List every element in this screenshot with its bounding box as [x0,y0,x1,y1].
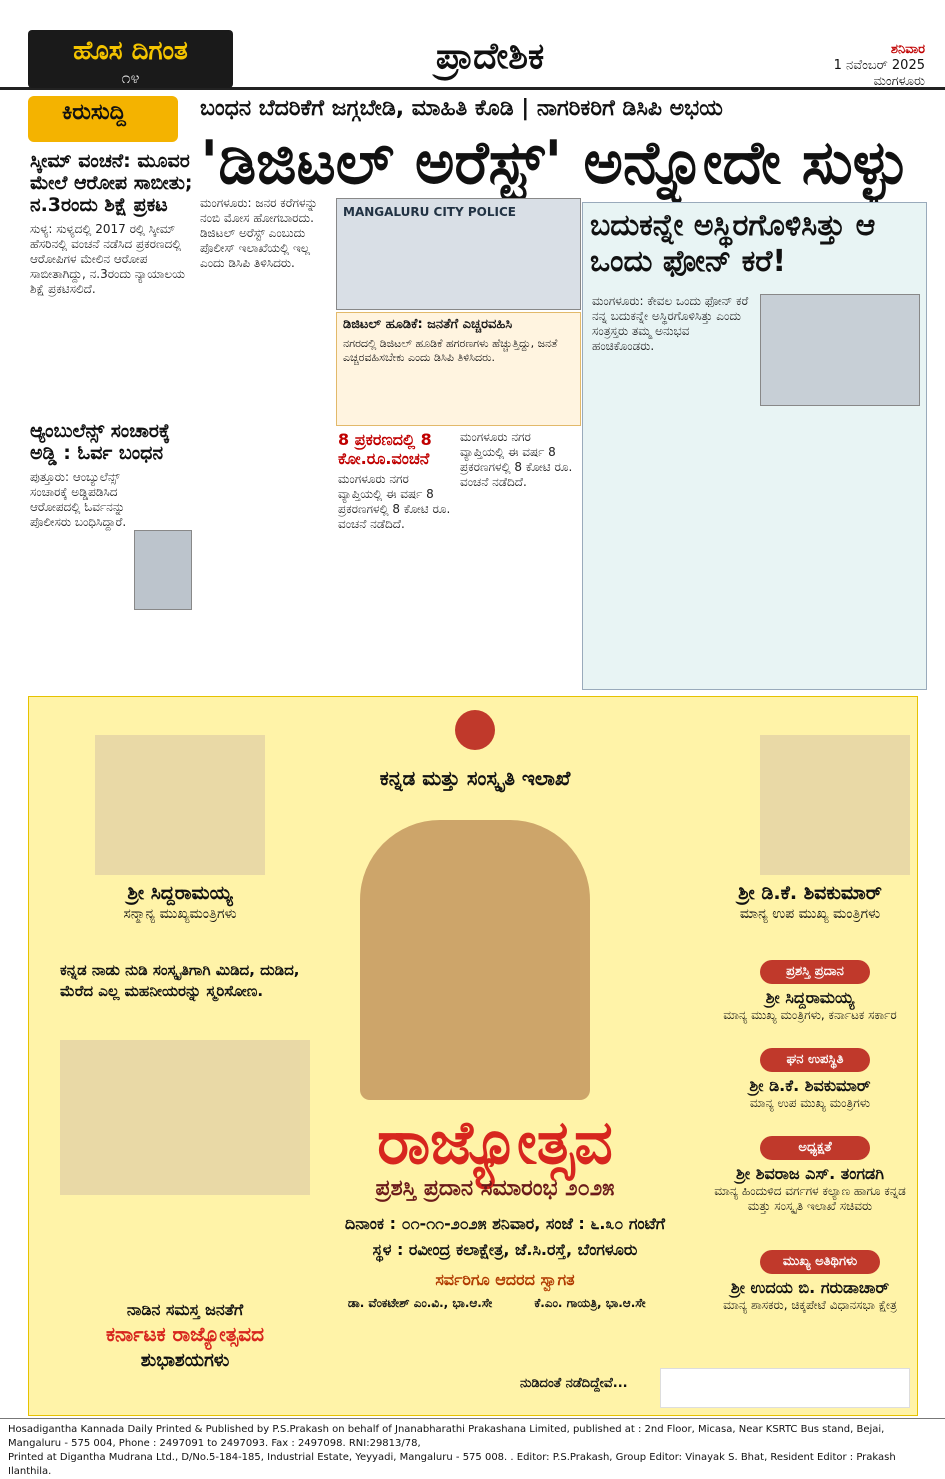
imprint-line-1: Hosadigantha Kannada Daily Printed & Published by P.S.Prakash on behalf of Jnanabharathi Prakashana Limited, published at : 2nd Floor, Micasa, Near KSRTC Bus stand, Bejai, Mangaluru - 575 004, Phone : 2497091 to 2497093. Fax : 2497098. RNI:29813/78, [8,1424,885,1449]
brief-2-body: ಪುತ್ತೂರು: ಆಂಬ್ಯುಲೆನ್ಸ್ ಸಂಚಾರಕ್ಕೆ ಅಡ್ಡಿಪಡಿಸಿದ ಆರೋಪದಲ್ಲಿ ಓರ್ವನನ್ನು ಪೊಲೀಸರು ಬಂಧಿಸಿದ್ದಾರೆ. [30,470,127,529]
ad-date-line: ದಿನಾಂಕ : ೦೧-೧೧-೨೦೨೫ ಶನಿವಾರ, ಸಂಜೆ : ೬.೩೦ ಗಂಟೆಗೆ [344,1214,666,1233]
ad-main-title: ರಾಜ್ಯೋತ್ಸವ [377,1108,613,1178]
date-label: 1 ನವೆಂಬರ್ 2025 [833,58,925,73]
caption-body: ನಗರದಲ್ಲಿ ಡಿಜಿಟಲ್ ಹೂಡಿಕೆ ಹಗರಣಗಳು ಹೆಚ್ಚುತ್ತಿದ್ದು, ಜನತೆ ಎಚ್ಚರವಹಿಸಬೇಕು ಎಂದು ಡಿಸಿಪಿ ತಿಳಿಸಿದರು. [343,337,558,364]
p1-role: ಮಾನ್ಯ ಮುಖ್ಯ ಮಂತ್ರಿಗಳು, ಕರ್ನಾಟಕ ಸರ್ಕಾರ [723,1008,897,1022]
lead-column-1: ಮಂಗಳೂರು: ಜನರ ಕರೆಗಳನ್ನು ನಂಬಿ ಮೋಸ ಹೋಗಬಾರದು. ಡಿಜಿಟಲ್ ಅರೆಸ್ಟ್ ಎಂಬುದು ಪೊಲೀಸ್ ಇಲಾಖೆಯಲ್ಲಿ ಇಲ್ಲ ಎಂದು ಡಿಸಿಪಿ ತಿಳಿಸಿದರು. [200,196,318,270]
ad-venue-line: ಸ್ಥಳ : ರವೀಂದ್ರ ಕಲಾಕ್ಷೇತ್ರ, ಜೆ.ಸಿ.ರಸ್ತೆ, ಬೆಂಗಳೂರು [372,1240,638,1259]
left-name: ಶ್ರೀ ಸಿದ್ದರಾಮಯ್ಯ [127,882,233,904]
newspaper-logo [28,30,233,88]
ad-subtitle: ಪ್ರಶಸ್ತಿ ಪ್ರದಾನ ಸಮಾರಂಭ ೨೦೨೫ [375,1176,615,1201]
brief-1-body: ಸುಳ್ಯ: ಸುಳ್ಯದಲ್ಲಿ 2017 ರಲ್ಲಿ ಸ್ಕೀಮ್ ಹೆಸರಿನಲ್ಲಿ ವಂಚನೆ ನಡೆಸಿದ ಪ್ರಕರಣದಲ್ಲಿ ಆರೋಪಿಗಳ ಮೇಲಿನ ಆರೋಪ ಸಾಬೀತಾಗಿದ್ದು, ನ.3ರಂದು ನ್ಯಾಯಾಲಯ ಶಿಕ್ಷೆ ಪ್ರಕಟಿಸಲಿದೆ. [30,222,186,296]
goddess-statue-image [360,820,590,1100]
day-label: ಶನಿವಾರ [890,42,925,57]
emblem-icon [455,710,495,750]
city-label: ಮಂಗಳೂರು [873,74,925,89]
dateline [834,42,925,90]
guarantee-logos [660,1368,910,1408]
pill-chair: ಅಧ್ಯಕ್ಷತೆ [760,1136,870,1160]
lead-kicker: ಬಂಧನ ಬೆದರಿಕೆಗೆ ಜಗ್ಗಬೇಡಿ, ಮಾಹಿತಿ ಕೊಡಿ | ನಾಗರಿಕರಿಗೆ ಡಿಸಿಪಿ ಅಭಯ [200,96,723,121]
p4-role: ಮಾನ್ಯ ಶಾಸಕರು, ಚಿಕ್ಕಪೇಟೆ ವಿಧಾನಸಭಾ ಕ್ಷೇತ್ರ [723,1298,897,1312]
briefs-label: ಕಿರುಸುದ್ದಿ [62,100,126,125]
p3-role: ಮಾನ್ಯ ಹಿಂದುಳಿದ ವರ್ಗಗಳ ಕಲ್ಯಾಣ ಹಾಗೂ ಕನ್ನಡ ಮತ್ತು ಸಂಸ್ಕೃತಿ ಇಲಾಖೆ ಸಚಿವರು [714,1184,906,1213]
p2-role: ಮಾನ್ಯ ಉಪ ಮುಖ್ಯ ಮಂತ್ರಿಗಳು [749,1096,871,1110]
lead-column-4: ಮಂಗಳೂರು ನಗರ ವ್ಯಾಪ್ತಿಯಲ್ಲಿ ಈ ವರ್ಷ 8 ಪ್ರಕರಣಗಳಲ್ಲಿ 8 ಕೋಟಿ ರೂ. ವಂಚನೆ ನಡೆದಿದೆ. [460,430,573,489]
pill-presence: ಘನ ಉಪಸ್ಥಿತಿ [760,1048,870,1072]
police-press-photo [336,198,581,310]
brief-2-title: ಆ್ಯಂಬುಲೆನ್ಸ್ ಸಂಚಾರಕ್ಕೆ ಅಡ್ಡಿ : ಓರ್ವ ಬಂಧನ [30,420,171,464]
side-body: ಮಂಗಳೂರು: ಕೇವಲ ಒಂದು ಫೋನ್ ಕರೆ ನನ್ನ ಬದುಕನ್ನೇ ಅಸ್ಥಿರಗೊಳಿಸಿತ್ತು ಎಂದು ಸಂತ್ರಸ್ತರು ತಮ್ಮ ಅನುಭವ ಹಂಚಿಕೊಂಡರು. [592,294,749,353]
page-number: ೧೪ [121,68,140,87]
ad-slogan: ನುಡಿದಂತೆ ನಡೆದಿದ್ದೇವೆ... [520,1376,628,1391]
dcm-photo [760,735,910,875]
caption-box [336,312,581,426]
official-2: ಕೆ.ಎಂ. ಗಾಯತ್ರಿ, ಭಾ.ಆ.ಸೇ [534,1296,646,1310]
ad-department: ಕನ್ನಡ ಮತ್ತು ಸಂಸ್ಕೃತಿ ಇಲಾಖೆ [379,766,571,790]
greeting-2: ಕರ್ನಾಟಕ ರಾಜ್ಯೋತ್ಸವದ [105,1322,264,1346]
p2-name: ಶ್ರೀ ಡಿ.ಕೆ. ಶಿವಕುಮಾರ್ [749,1076,871,1095]
person-photo [134,530,192,610]
greeting-1: ನಾಡಿನ ಸಮಸ್ತ ಜನತೆಗೆ [126,1300,244,1319]
lamp-lighting-photo [60,1040,310,1195]
lead-column-3: ಮಂಗಳೂರು ನಗರ ವ್ಯಾಪ್ತಿಯಲ್ಲಿ ಈ ವರ್ಷ 8 ಪ್ರಕರಣಗಳಲ್ಲಿ 8 ಕೋಟಿ ರೂ. ವಂಚನೆ ನಡೆದಿದೆ. [338,472,451,531]
p3-name: ಶ್ರೀ ಶಿವರಾಜ ಎಸ್. ತಂಗಡಗಿ [736,1164,884,1183]
imprint-footer [0,1418,945,1477]
official-1: ಡಾ. ವೆಂಕಟೇಶ್ ಎಂ.ವಿ., ಭಾ.ಆ.ಸೇ [347,1296,493,1310]
brief-1-title: ಸ್ಕೀಮ್ ವಂಚನೆ: ಮೂವರ ಮೇಲೆ ಆರೋಪ ಸಾಬೀತು; ನ.3ರಂದು ಶಿಕ್ಷೆ ಪ್ರಕಟ [30,150,193,216]
p1-name: ಶ್ರೀ ಸಿದ್ದರಾಮಯ್ಯ [765,988,855,1007]
section-title: ಪ್ರಾದೇಶಿಕ [435,36,545,77]
side-headline: ಬದುಕನ್ನೇ ಅಸ್ಥಿರಗೊಳಿಸಿತ್ತು ಆ ಒಂದು ಫೋನ್ ಕರೆ! [590,208,876,279]
right-role: ಮಾನ್ಯ ಉಪ ಮುಖ್ಯ ಮಂತ್ರಿಗಳು [739,906,881,922]
ad-quote: ಕನ್ನಡ ನಾಡು ನುಡಿ ಸಂಸ್ಕೃತಿಗಾಗಿ ಮಿಡಿದ, ದುಡಿದ, ಮೆರೆದ ಎಲ್ಲ ಮಹನೀಯರನ್ನು ಸ್ಮರಿಸೋಣ. [60,961,300,1000]
greeting-3: ಶುಭಾಶಯಗಳು [140,1350,230,1371]
caption-title: ಡಿಜಿಟಲ್ ಹೂಡಿಕೆ: ಜನತೆಗೆ ಎಚ್ಚರವಹಿಸಿ [343,317,513,332]
cm-photo [95,735,265,875]
lead-headline: 'ಡಿಜಿಟಲ್ ಅರೆಸ್ಟ್' ಅನ್ನೋದೇ ಸುಳ್ಳು [200,128,909,198]
imprint-line-2: Printed at Digantha Mudrana Ltd., D/No.5-184-185, Industrial Estate, Yeyyadi, Mangaluru - 575 008. . Editor: P.S.Prakash, Group Editor: Vinayak S. Bhat, Resident Editor : Prakash Ilanthila. [8,1452,896,1477]
side-photo [760,294,920,406]
fraud-subheading: 8 ಪ್ರಕರಣದಲ್ಲಿ 8 ಕೋ.ರೂ.ವಂಚನೆ [338,430,432,468]
logo-title: ಹೊಸ ದಿಗಂತ [73,36,188,66]
p4-name: ಶ್ರೀ ಉದಯ ಬಿ. ಗರುಡಾಚಾರ್ [730,1278,890,1297]
left-role: ಸನ್ಮಾನ್ಯ ಮುಖ್ಯಮಂತ್ರಿಗಳು [123,906,237,922]
pill-guest: ಮುಖ್ಯ ಅತಿಥಿಗಳು [760,1250,880,1274]
photo-banner: MANGALURU CITY POLICE [343,205,516,219]
right-name: ಶ್ರೀ ಡಿ.ಕೆ. ಶಿವಕುಮಾರ್ [738,882,882,904]
ad-invite: ಸರ್ವರಿಗೂ ಆದರದ ಸ್ವಾಗತ [435,1270,575,1289]
pill-award: ಪ್ರಶಸ್ತಿ ಪ್ರದಾನ [760,960,870,984]
